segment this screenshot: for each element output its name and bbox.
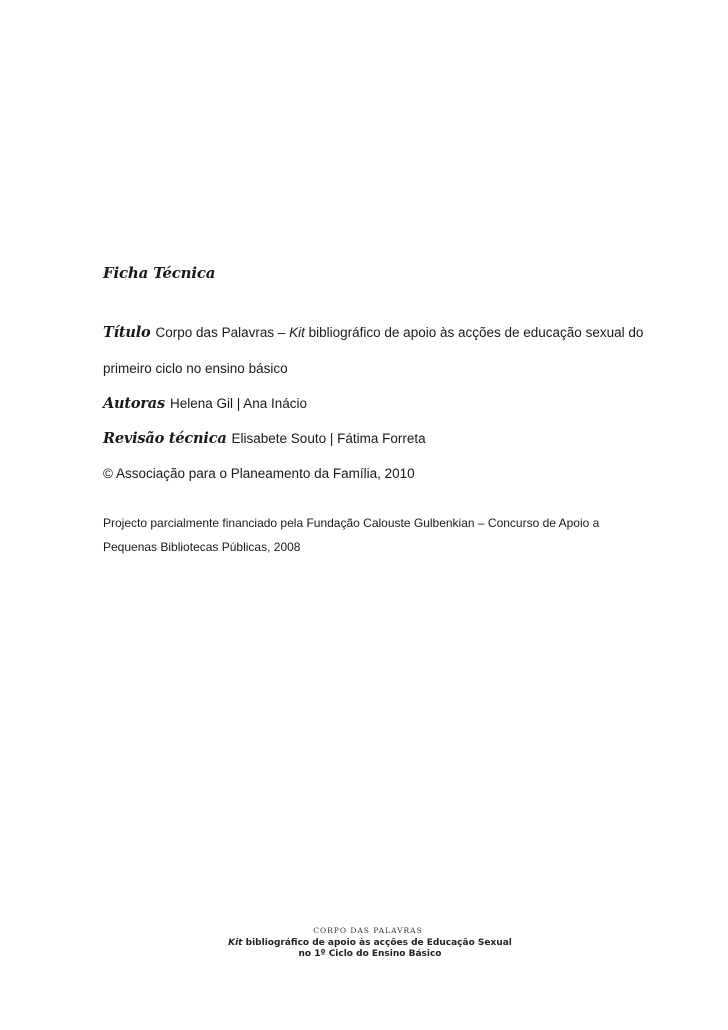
- footer-kit-word: Kit: [228, 938, 243, 948]
- review-label: Revisão técnica: [103, 430, 227, 447]
- review-names: Elisabete Souto | Fátima Forreta: [231, 431, 426, 446]
- footer-title: CORPO DAS PALAVRAS: [313, 926, 423, 935]
- title-label: Título: [103, 324, 151, 341]
- page-heading: Ficha Técnica: [103, 264, 216, 282]
- footer-subtitle-line2: no 1º Ciclo do Ensino Básico: [298, 949, 442, 959]
- funding-line-1: Projecto parcialmente financiado pela Fundação Calouste Gulbenkian – Concurso de Apoio a: [103, 516, 600, 530]
- authors-entry: [103, 395, 307, 413]
- authors-names: Helena Gil | Ana Inácio: [169, 396, 308, 411]
- title-kit-word: Kit: [289, 325, 305, 340]
- title-entry: [103, 324, 643, 342]
- footer-subtitle-text: bibliográfico de apoio às acções de Educação Sexual: [242, 938, 512, 948]
- title-text-part2: bibliográfico de apoio às acções de educação sexual do: [304, 325, 644, 340]
- review-entry: [103, 430, 426, 448]
- footer-subtitle-line1: [6, 938, 728, 949]
- title-entry-line2: primeiro ciclo no ensino básico: [103, 361, 288, 376]
- authors-label: Autoras: [103, 395, 165, 412]
- copyright-line: © Associação para o Planeamento da Família, 2010: [103, 466, 415, 481]
- funding-line-2: Pequenas Bibliotecas Públicas, 2008: [103, 540, 301, 554]
- title-text-part1: Corpo das Palavras –: [155, 325, 290, 340]
